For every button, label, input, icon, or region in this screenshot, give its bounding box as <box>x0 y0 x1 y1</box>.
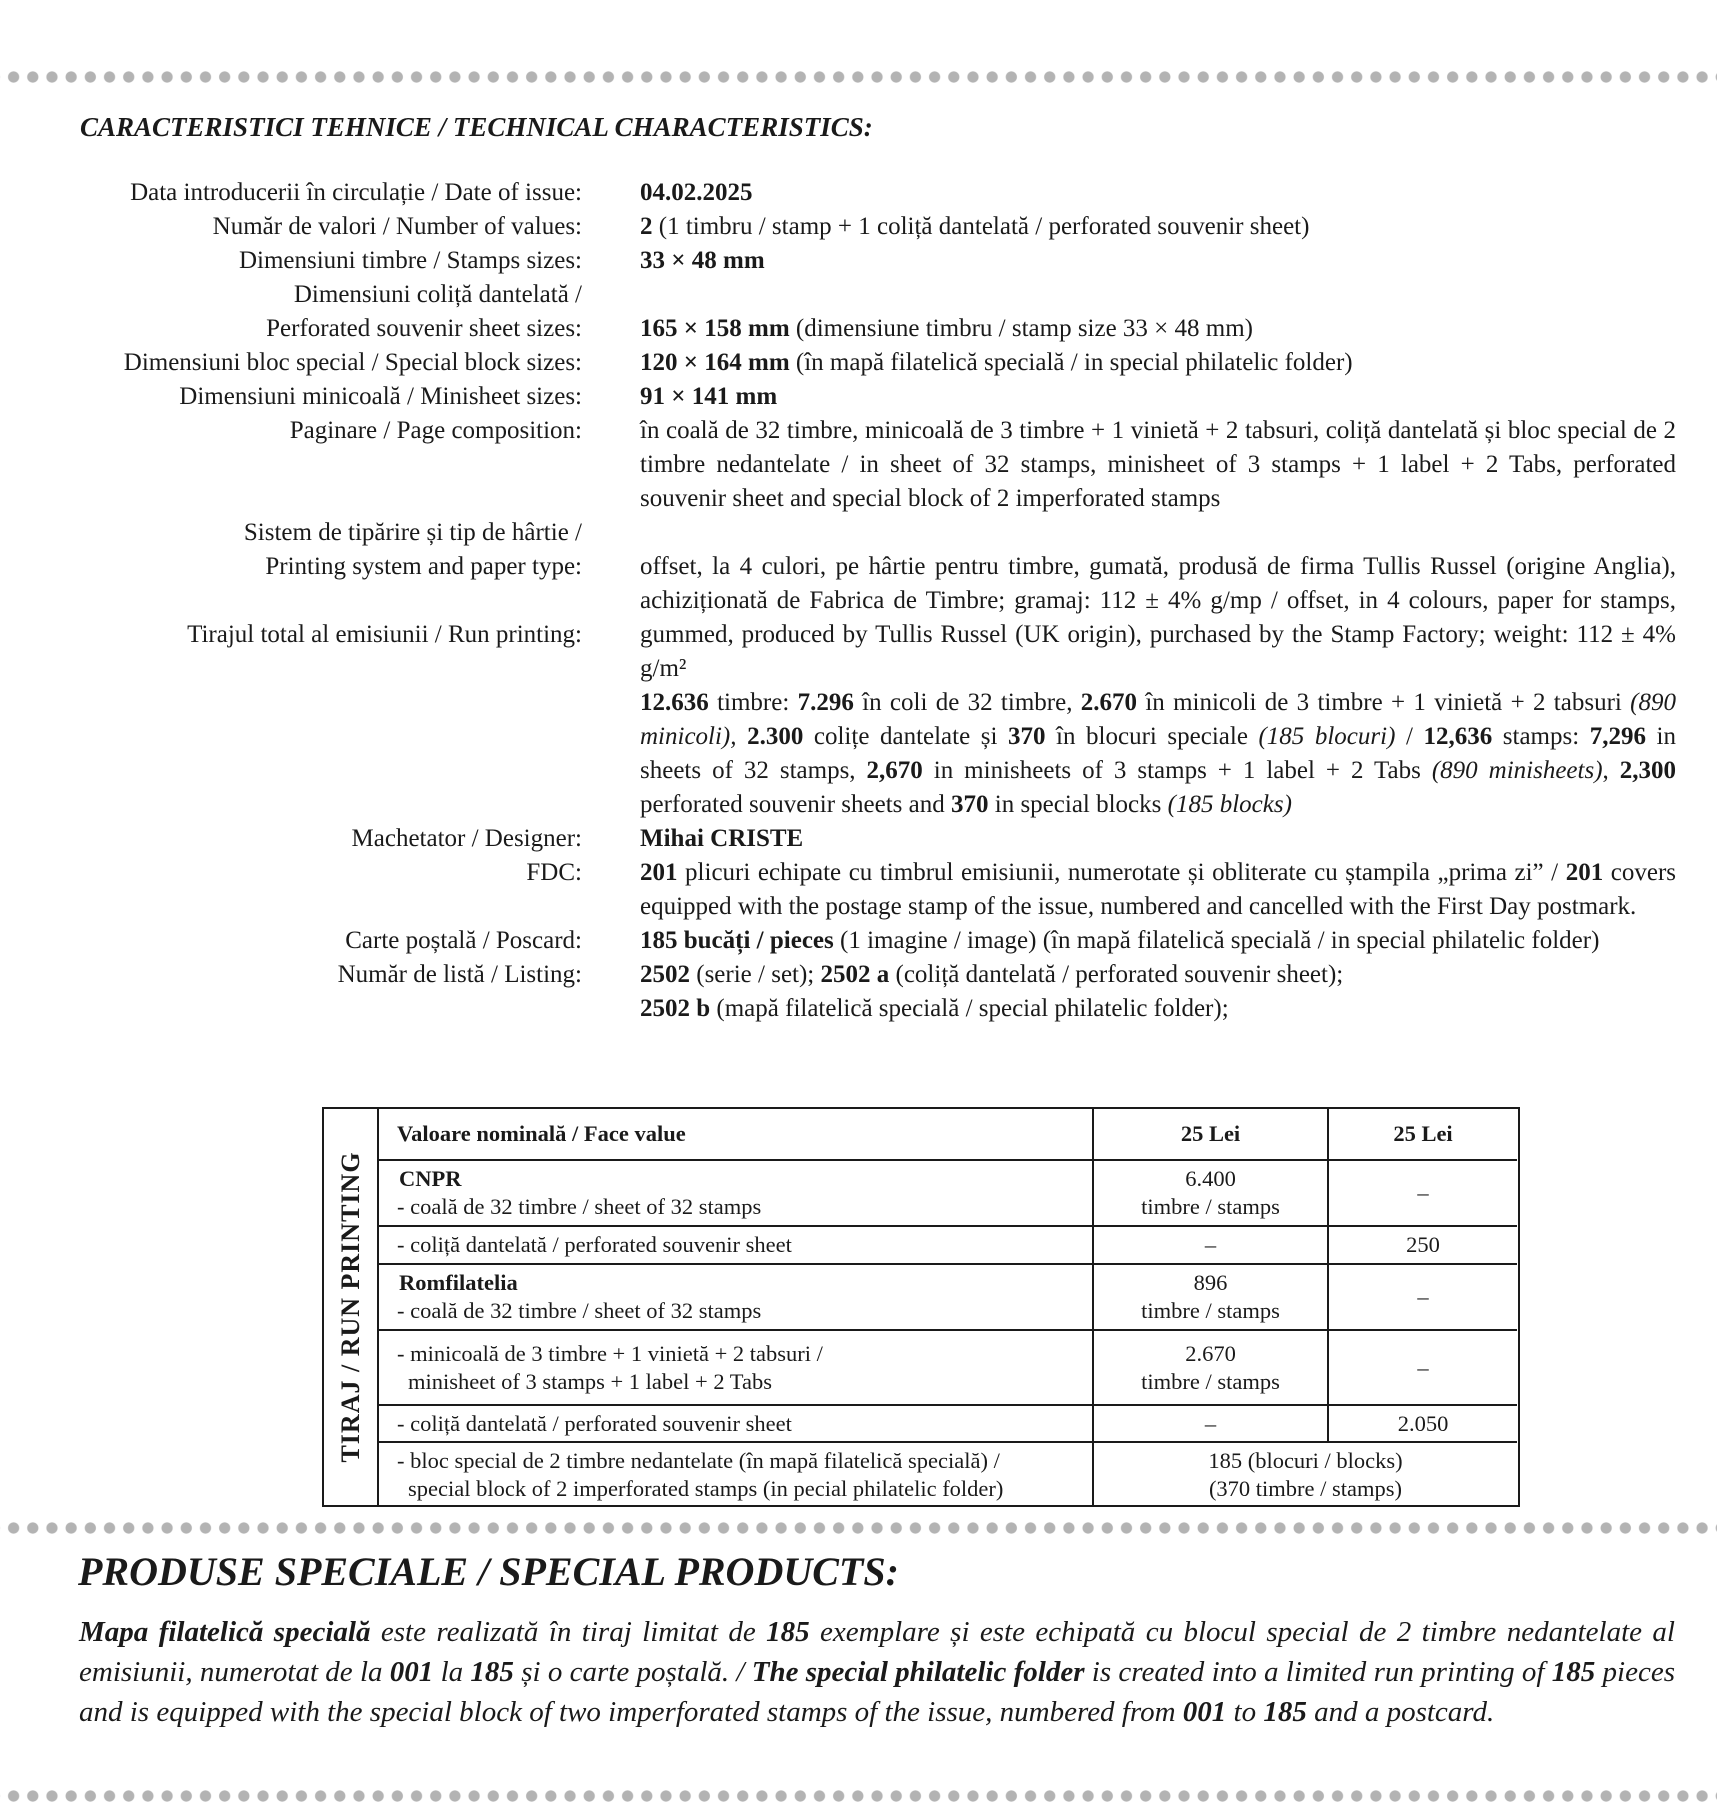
spec-row-printing-run <box>60 516 1676 822</box>
table-header-row: Valoare nominală / Face value 25 Lei 25 Lei <box>379 1109 1517 1160</box>
spec-row-postcard: Carte poștală / Poscard: 185 bucăți / pieces (1 imagine / image) (în mapă filatelică specială / in special philatelic folder) <box>60 924 1676 958</box>
technical-characteristics-title: CARACTERISTICI TEHNICE / TECHNICAL CHARACTERISTICS: <box>80 112 873 142</box>
table-row: - coliță dantelată / perforated souvenir sheet – 2.050 <box>379 1405 1517 1442</box>
spec-label: FDC: <box>526 859 582 886</box>
spec-row-designer: Machetator / Designer: Mihai CRISTE <box>60 822 1676 856</box>
table-row: - bloc special de 2 timbre nedantelate (în mapă filatelică specială) / special block of 2 imperforated stamps (in pecial philatelic folder) 185 (blocuri / blocks) (370 timbre / stamps) <box>379 1442 1517 1507</box>
spec-row-listing: Număr de listă / Listing: 2502 (serie / set); 2502 a (coliță dantelată / perforated souvenir sheet); 2502 b (mapă filatelică specială / special philatelic folder); <box>60 958 1676 1026</box>
run-printing-side-label: TIRAJ / RUN PRINTING <box>324 1109 379 1505</box>
technical-specs <box>60 176 1676 1026</box>
run-printing-table <box>322 1107 1520 1507</box>
spec-row-date <box>60 176 1676 210</box>
spec-row-page-composition <box>60 414 1676 516</box>
spec-row-minisheet-size: Dimensiuni minicoală / Minisheet sizes: 91 × 141 mm <box>60 380 1676 414</box>
table-row: - coliță dantelată / perforated souvenir sheet – 250 <box>379 1226 1517 1264</box>
spec-row-fdc: FDC: 201 plicuri echipate cu timbrul emisiunii, numerotate și obliterate cu ștampila „prima zi” / 201 covers equipped with the postage stamp of the issue, numbered and cancelled with the First Day postmark. <box>60 856 1676 924</box>
spec-label: Machetator / Designer: <box>351 825 582 852</box>
spec-row-block-size: Dimensiuni bloc special / Special block sizes: 120 × 164 mm (în mapă filatelică specială / in special philatelic folder) <box>60 346 1676 380</box>
top-dotted-divider <box>0 70 1717 84</box>
spec-label: Sistem de tipărire și tip de hârtie / Printing system and paper type: Tirajul total al emisiunii / Run printing: <box>187 519 582 648</box>
spec-label: Dimensiuni bloc special / Special block sizes: <box>123 349 582 376</box>
spec-label: Dimensiuni minicoală / Minisheet sizes: <box>179 383 582 410</box>
spec-label: Număr de listă / Listing: <box>337 961 582 988</box>
spec-row-stamp-size: Dimensiuni timbre / Stamps sizes: 33 × 48 mm <box>60 244 1676 278</box>
table-row: CNPR - coală de 32 timbre / sheet of 32 stamps 6.400 timbre / stamps – <box>379 1160 1517 1226</box>
spec-row-values: Număr de valori / Number of values: 2 (1 timbru / stamp + 1 coliță dantelată / perforated souvenir sheet) <box>60 210 1676 244</box>
spec-label: Număr de valori / Number of values: <box>212 213 582 240</box>
printing-system-value: offset, la 4 culori, pe hârtie pentru timbre, gumată, produsă de firma Tullis Russel (origine Anglia), achiziționată de Fabrica de Timbre; gramaj: 112 ± 4% g/mp / offset, in 4 colours, paper for stamps, gummed, produced by Tullis Russel (UK origin), purchased by the Stamp Factory; weight: 112 ± 4% g/m² <box>640 553 1676 682</box>
spec-value: în coală de 32 timbre, minicoală de 3 timbre + 1 vinietă + 2 tabsuri, coliță dantelată și bloc special de 2 timbre nedantelate / in sheet of 32 stamps, minisheet of 3 stamps + 1 label + 2 Tabs, perforated souvenir sheet and special block of 2 imperforated stamps <box>640 417 1676 512</box>
run-printing-value: 12.636 timbre: 7.296 în coli de 32 timbre, 2.670 în minicoli de 3 timbre + 1 vinietă + 2 tabsuri (890 minicoli), 2.300 colițe dantelate și 370 în blocuri speciale (185 blocuri) / 12,636 stamps: 7,296 in sheets of 32 stamps, 2,670 in minisheets of 3 stamps + 1 label + 2 Tabs (890 minisheets), 2,300 perforated souvenir sheets and 370 in special blocks (185 blocks) <box>640 689 1677 818</box>
spec-label: Dimensiuni coliță dantelată / Perforated souvenir sheet sizes: <box>266 281 582 342</box>
spec-value: 04.02.2025 <box>640 179 753 206</box>
spec-label: Paginare / Page composition: <box>289 417 582 444</box>
spec-row-sheet-size: Dimensiuni coliță dantelată / Perforated souvenir sheet sizes: 165 × 158 mm (dimensiune timbru / stamp size 33 × 48 mm) <box>60 278 1676 346</box>
special-products-title: PRODUSE SPECIALE / SPECIAL PRODUCTS: <box>78 1549 899 1594</box>
special-products-paragraph: Mapa filatelică specială este realizată în tiraj limitat de 185 exemplare și este echipată cu blocul special de 2 timbre nedantelate al emisiunii, numerotat de la 001 la 185 și o carte poștală. / The special philatelic folder is created into a limited run printing of 185 pieces and is equipped with the special block of two imperforated stamps of the issue, numbered from 001 to 185 and a postcard. <box>79 1616 1675 1728</box>
spec-label: Dimensiuni timbre / Stamps sizes: <box>238 247 582 274</box>
table-row: - minicoală de 3 timbre + 1 vinietă + 2 tabsuri / minisheet of 3 stamps + 1 label + 2 Tabs 2.670 timbre / stamps – <box>379 1330 1517 1405</box>
spec-label: Carte poștală / Poscard: <box>345 927 582 954</box>
table-row: Romfilatelia - coală de 32 timbre / sheet of 32 stamps 896 timbre / stamps – <box>379 1264 1517 1330</box>
spec-label: Data introducerii în circulație / Date of issue: <box>130 179 582 206</box>
middle-dotted-divider <box>0 1521 1717 1535</box>
bottom-dotted-divider <box>0 1789 1717 1803</box>
